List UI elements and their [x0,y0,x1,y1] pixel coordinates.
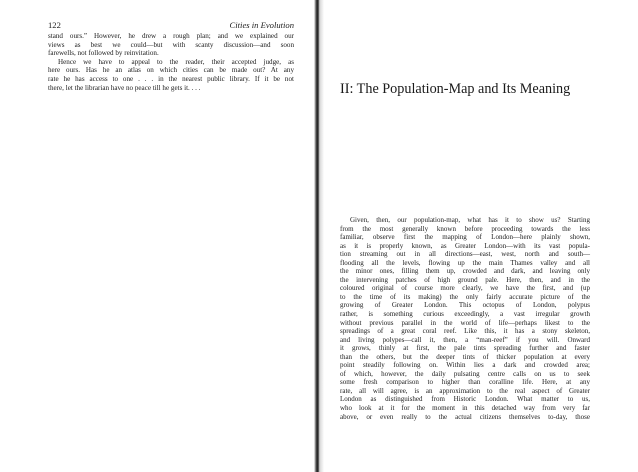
text-line: rate he has access to one . . . in the nearest public library. If it be not [48,74,294,83]
gutter-shadow [320,0,324,472]
text-line: there, let the librarian have no peace till he gets it. . . . [48,83,201,92]
text-line: who look at it for the moment in this detached way from very far [340,404,590,413]
right-body [340,216,590,421]
text-line: coloured original of course more clearly, we have the first, and (up [340,284,590,293]
text-line: as it is properly known, as Greater London—with its vast popula- [340,241,590,250]
text-line: the intervening patches of high ground pale. Here, then, and in the [340,275,590,284]
text-line: Hence we have to appeal to the reader, their accepted judge, as [58,57,294,66]
text-line: point steadily following on. Within lies a dark and crowded area; [340,361,590,370]
text-line: the minor ones, filling them up, crowded and dark, and leaving only [340,267,590,276]
running-title: Cities in Evolution [229,20,294,30]
text-line: rate, all will agree, is an approximation to the real aspect of Greater [340,386,590,395]
text-line: views as best we could—but with scanty discussion—and soon [48,40,294,49]
text-line: tion streaming out in all directions—east, west, north and south— [340,250,590,259]
text-line: rather, is something curious exceedingly, a vast irregular growth [340,310,590,319]
text-line: above, or even really to the actual citizens themselves to-day, those [340,412,590,421]
left-paragraph-2 [48,58,294,92]
text-line: some fresh comparison to higher than coralline life. Here, at any [340,378,590,387]
left-paragraph-1 [48,32,294,58]
text-line: here ours. Has he an atlas on which cities can be made out? At any [48,66,294,75]
text-line: Given, then, our population-map, what has it to show us? Starting [350,216,590,224]
chapter-title: II: The Population-Map and Its Meaning [340,81,571,97]
text-line: it grows, thinly at first, the pale tints spreading further and faster [340,344,590,353]
text-line: spreadings of a great coral reef. Like this, it has a stony skeleton, [340,327,590,336]
text-line: flooding all the levels, flowing up the main Thames valley and all [340,258,590,267]
text-line: and living polypes—call it, then, a “man-reef” if you will. Onward [340,335,590,344]
left-page [48,18,294,92]
left-running-head [48,18,294,32]
text-line: familiar, observe first the mapping of London—here plainly shown, [340,233,590,242]
text-line: than the others, but the deeper tints of thicker population at every [340,352,590,361]
text-line: from the most generally known before proceeding towards the less [340,224,590,233]
text-line: to the time of its making) the only fairly accurate picture of the [340,292,590,301]
text-line: London as distinguished from Historic London. What matter to us, [340,395,590,404]
text-line: stand ours.” However, he drew a rough plan; and we explained our [48,32,294,40]
text-line: of which, however, the daily pulsating centre calls on us to seek [340,369,590,378]
text-line: growing of Greater London. This octopus of London, polypus [340,301,590,310]
right-paragraph [340,216,590,421]
page-number: 122 [48,20,61,30]
text-line: farewells, not followed by reinvitation. [48,49,159,58]
text-line: without previous parallel in the world of life—perhaps likest to the [340,318,590,327]
